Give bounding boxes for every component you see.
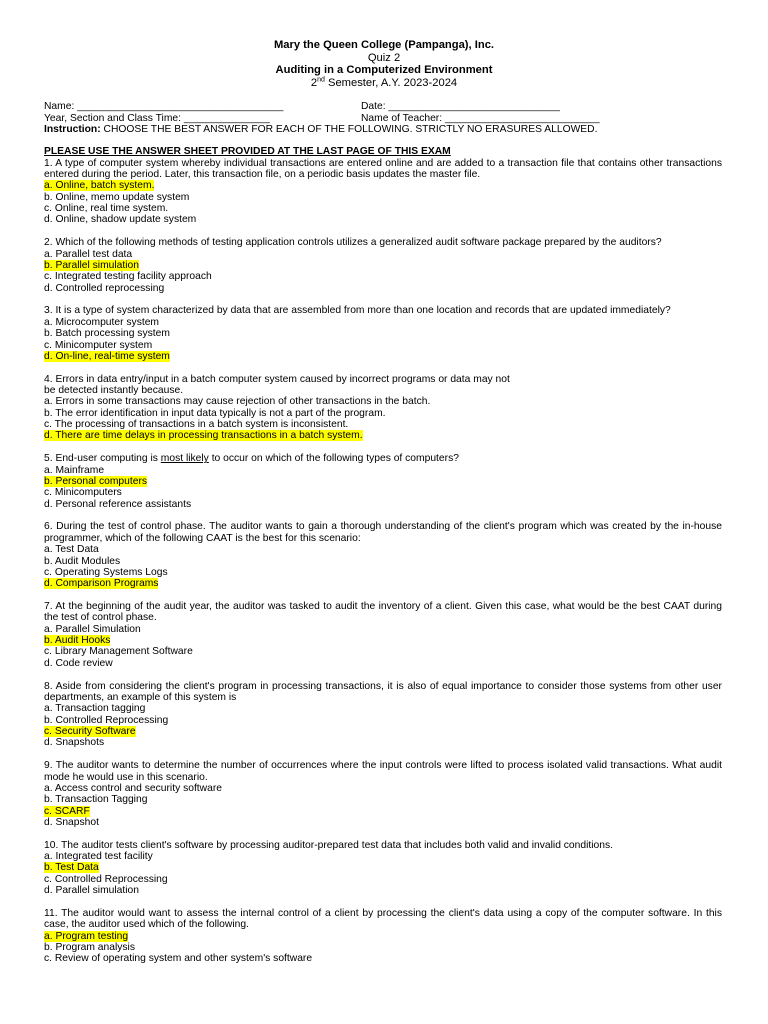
answer-text: d. Snapshot [44, 816, 99, 828]
answer-text: a. Errors in some transactions may cause rejection of other transactions in the batch. [44, 396, 431, 408]
answer-text: a. Test Data [44, 544, 99, 556]
answer-text: b. Program analysis [44, 941, 135, 953]
answer-option [44, 180, 722, 191]
answer-text: d. Online, shadow update system [44, 214, 197, 226]
answer-option [44, 578, 722, 589]
question-7 [44, 601, 722, 669]
answer-text: d. Controlled reprocessing [44, 282, 165, 294]
answer-option [44, 419, 722, 430]
answer-text: b. The error identification in input data typically is not a part of the program. [44, 407, 386, 419]
answer-option [44, 556, 722, 567]
answer-text: d. Parallel simulation [44, 885, 140, 897]
answer-text: c. Minicomputer system [44, 339, 153, 351]
highlighted-answer: d. On-line, real-time system [44, 350, 170, 362]
answer-option [44, 635, 722, 646]
answer-option [44, 328, 722, 339]
date-field: Date: ______________________________ [361, 101, 561, 112]
question-6 [44, 521, 722, 589]
question-text-line: 4. Errors in data entry/input in a batch computer system caused by incorrect programs or data may not [44, 373, 510, 385]
answer-option [44, 737, 722, 748]
semester-line [0, 77, 768, 90]
question-list [44, 158, 722, 965]
highlighted-answer: c. SCARF [44, 805, 90, 817]
semester-text: Semester, A.Y. 2023-2024 [324, 76, 458, 89]
teacher-field: Name of Teacher: ___________________________ [361, 112, 600, 124]
highlighted-answer: a. Online, batch system. [44, 180, 155, 192]
answer-text: c. Integrated testing facility approach [44, 271, 212, 283]
semester-number: 2 [310, 76, 318, 89]
question-text: 7. At the beginning of the audit year, the auditor was tasked to audit the inventory of a client. Given this case, what would be the best CAAT during the test of control phase. [44, 601, 722, 624]
answer-text: b. Audit Modules [44, 555, 121, 567]
answer-text: a. Microcomputer system [44, 316, 160, 328]
question-text: 2. Which of the following methods of testing application controls utilizes a generalized audit software package prepared by the auditors? [44, 237, 662, 249]
quiz-content [44, 101, 722, 976]
instruction [44, 124, 722, 135]
school-name: Mary the Queen College (Pampanga), Inc. [273, 39, 495, 51]
answer-option [44, 715, 722, 726]
answer-option [44, 317, 722, 328]
answer-option [44, 283, 722, 294]
question-text: 3. It is a type of system characterized by data that are assembled from more than one location and records that are updated immediately? [44, 305, 671, 317]
answer-option [44, 931, 722, 942]
question-1 [44, 158, 722, 226]
answer-text: a. Parallel test data [44, 248, 133, 260]
question-8 [44, 681, 722, 749]
question-text: 8. Aside from considering the client's program in processing transactions, it is also of equal importance to consider those systems from other user departments, an example of this system is [44, 680, 722, 703]
answer-option [44, 499, 722, 510]
answer-option [44, 658, 722, 669]
instruction-label: Instruction: [44, 124, 101, 135]
question-2 [44, 237, 722, 294]
answer-option [44, 726, 722, 737]
answer-text: a. Parallel Simulation [44, 623, 141, 635]
answer-option [44, 260, 722, 271]
answer-text: a. Transaction tagging [44, 703, 146, 715]
answer-text: c. Online, real time system. [44, 203, 169, 215]
answer-text: c. Review of operating system and other system's software [44, 953, 313, 965]
question-3 [44, 305, 722, 362]
answer-text: a. Mainframe [44, 464, 105, 476]
answer-option [44, 874, 722, 885]
question-text: 6. During the test of control phase. The auditor wants to gain a thorough understanding of the client's program which was created by the in-house programmer, which of the following CAAT is the best for this scenario: [44, 521, 722, 544]
semester-ordinal: nd [317, 75, 325, 83]
answer-option [44, 192, 722, 203]
question-5 [44, 453, 722, 510]
highlighted-answer: b. Personal computers [44, 475, 148, 487]
answer-option [44, 862, 722, 873]
question-text-line: be detected instantly because. [44, 385, 184, 397]
answer-option [44, 567, 722, 578]
highlighted-answer: d. Comparison Programs [44, 578, 159, 590]
question-text: 9. The auditor wants to determine the number of occurrences where the input controls were lifted to process isolated valid transactions. What audit mode he would use in this scenario. [44, 760, 722, 783]
question-10 [44, 840, 722, 897]
answer-text: c. Library Management Software [44, 646, 193, 658]
highlighted-answer: b. Test Data [44, 862, 99, 874]
answer-option [44, 885, 722, 896]
answer-text: d. Code review [44, 657, 113, 669]
answer-option [44, 794, 722, 805]
answer-option [44, 703, 722, 714]
question-text: 5. End-user computing is most likely to occur on which of the following types of computers? [44, 453, 459, 465]
question-11 [44, 908, 722, 965]
answer-text: b. Online, memo update system [44, 191, 190, 203]
answer-text: d. Personal reference assistants [44, 498, 192, 510]
answer-option [44, 646, 722, 657]
highlighted-answer: a. Program testing [44, 930, 129, 942]
answer-option [44, 340, 722, 351]
name-field: Name: ____________________________________ [44, 101, 284, 112]
answer-option [44, 817, 722, 828]
answer-text: b. Batch processing system [44, 328, 170, 340]
answer-option [44, 851, 722, 862]
answer-text: c. Operating Systems Logs [44, 566, 168, 578]
subject-title: Auditing in a Computerized Environment [275, 64, 493, 76]
field-row-1 [44, 101, 722, 113]
answer-option [44, 806, 722, 817]
highlighted-answer: d. There are time delays in processing transactions in a batch system. [44, 430, 363, 442]
answer-text: a. Access control and security software [44, 782, 222, 794]
answer-option [44, 396, 722, 407]
field-row-2 [44, 113, 722, 125]
answer-text: b. Controlled Reprocessing [44, 714, 169, 726]
answer-option [44, 465, 722, 476]
question-text [44, 374, 722, 397]
highlighted-answer: b. Parallel simulation [44, 259, 140, 271]
answer-option [44, 249, 722, 260]
answer-option [44, 351, 722, 362]
answer-text: d. Snapshots [44, 737, 105, 749]
answer-text: c. Minicomputers [44, 487, 122, 499]
question-9 [44, 760, 722, 828]
answer-option [44, 544, 722, 555]
question-text: 10. The auditor tests client's software by processing auditor-prepared test data that includes both valid and invalid conditions. [44, 839, 614, 851]
answer-option [44, 476, 722, 487]
quiz-number: Quiz 2 [367, 51, 401, 64]
document-header [0, 0, 768, 89]
highlighted-answer: c. Security Software [44, 725, 136, 737]
answer-option [44, 624, 722, 635]
answer-option [44, 214, 722, 225]
answer-option [44, 942, 722, 953]
highlighted-answer: b. Audit Hooks [44, 635, 111, 647]
question-text: 1. A type of computer system whereby individual transactions are entered online and are added to a transaction file that contains other transactions entered during the period. Later, this transaction file, on a periodic basis updates the master file. [44, 157, 722, 181]
answer-text: c. The processing of transactions in a batch system is inconsistent. [44, 419, 349, 431]
instruction-text: CHOOSE THE BEST ANSWER FOR EACH OF THE FOLLOWING. STRICTLY NO ERASURES ALLOWED. [100, 124, 598, 135]
answer-option [44, 783, 722, 794]
answer-sheet-notice: PLEASE USE THE ANSWER SHEET PROVIDED AT THE LAST PAGE OF THIS EXAM [44, 146, 451, 158]
answer-option [44, 430, 722, 441]
answer-text: a. Integrated test facility [44, 851, 153, 863]
answer-text: b. Transaction Tagging [44, 794, 148, 806]
answer-option [44, 271, 722, 282]
question-4 [44, 374, 722, 442]
answer-text: c. Controlled Reprocessing [44, 873, 168, 885]
answer-option [44, 487, 722, 498]
answer-option [44, 408, 722, 419]
emphasis: most likely [160, 453, 209, 465]
answer-option [44, 203, 722, 214]
year-section-field: Year, Section and Class Time: _______________ [44, 112, 270, 124]
question-text: 11. The auditor would want to assess the internal control of a client by processing the client's data using a copy of the computer software. In this case, the auditor used which of the following. [44, 907, 722, 931]
answer-option [44, 953, 722, 964]
